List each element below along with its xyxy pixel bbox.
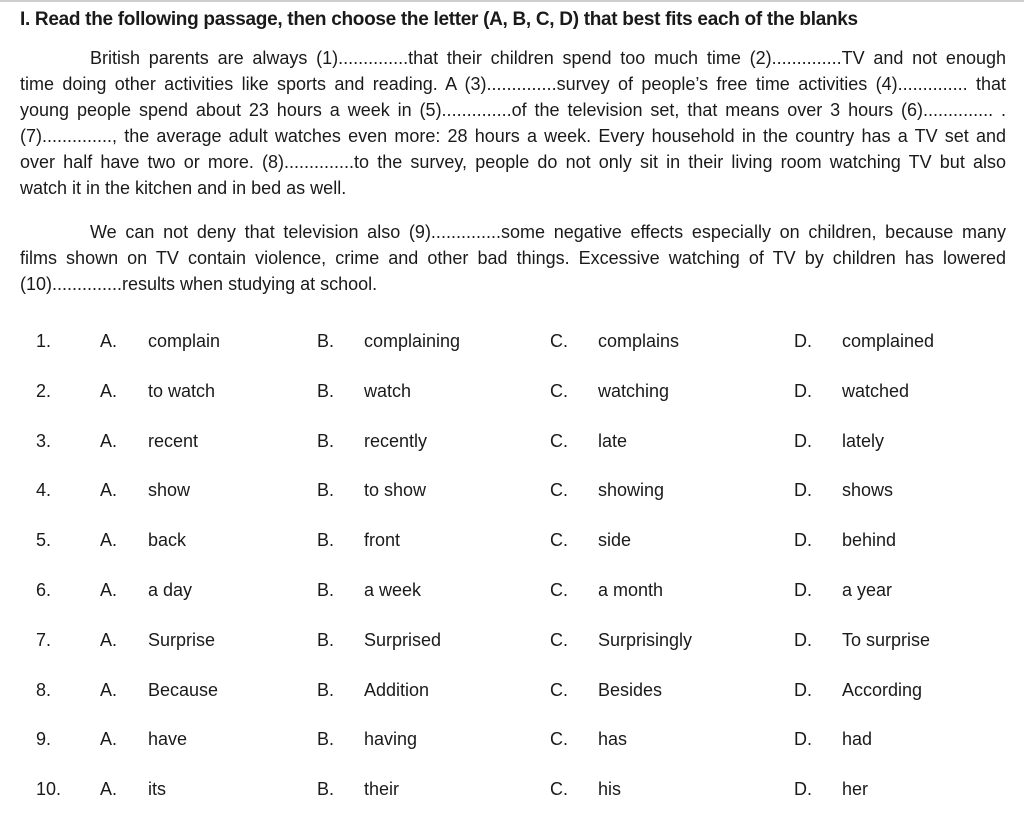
passage-paragraph-2 <box>20 219 1006 297</box>
passage-line: time doing other activities like sports and reading. A (3)..............survey of people’s free time activities (4).............. that <box>20 74 1006 94</box>
passage-line: We can not deny that television also (9)..............some negative effects especially on children, because many <box>90 222 1006 242</box>
option-letter-c: C. <box>550 380 568 401</box>
option-d: had <box>842 729 873 750</box>
option-letter-d: D. <box>794 779 812 800</box>
option-letter-a: A. <box>100 679 118 700</box>
option-letter-c: C. <box>550 679 568 700</box>
option-c: his <box>598 779 622 800</box>
top-divider <box>0 0 1024 2</box>
passage-line: (7).............., the average adult watches even more: 28 hours a week. Every household in the country has a TV set and <box>20 126 1006 146</box>
option-letter-a: A. <box>100 380 118 401</box>
option-a: back <box>148 530 187 551</box>
question-number: 9. <box>36 729 52 750</box>
passage-line: British parents are always (1)..............that their children spend too much time (2)..............TV and not enough <box>90 48 1006 68</box>
question-row-9 <box>0 729 1024 779</box>
option-a: recent <box>148 430 199 451</box>
option-letter-a: A. <box>100 629 118 650</box>
option-c: complains <box>598 331 680 351</box>
option-b: watch <box>364 380 412 401</box>
option-a: to watch <box>148 380 216 401</box>
option-letter-c: C. <box>550 779 568 800</box>
option-letter-b: B. <box>317 729 335 750</box>
option-b: front <box>364 530 401 551</box>
option-c: showing <box>598 480 665 501</box>
option-letter-c: C. <box>550 579 568 600</box>
question-number: 4. <box>36 480 52 501</box>
option-letter-d: D. <box>794 331 812 351</box>
question-number: 5. <box>36 530 52 551</box>
option-letter-b: B. <box>317 331 335 351</box>
option-a: have <box>148 729 188 750</box>
option-c: has <box>598 729 628 750</box>
option-a: complain <box>148 331 221 351</box>
passage-line: young people spend about 23 hours a week in (5)..............of the television set, that means over 3 hours (6).............. . <box>20 100 1006 120</box>
option-c: a month <box>598 579 664 600</box>
option-letter-a: A. <box>100 480 118 501</box>
question-row-6 <box>0 580 1024 630</box>
question-row-4 <box>0 480 1024 530</box>
option-a: Because <box>148 679 219 700</box>
option-letter-b: B. <box>317 430 335 451</box>
option-d: behind <box>842 530 897 551</box>
option-letter-d: D. <box>794 579 812 600</box>
option-b: Surprised <box>364 629 442 650</box>
question-number: 10. <box>36 779 62 800</box>
option-letter-c: C. <box>550 729 568 750</box>
option-letter-a: A. <box>100 779 118 800</box>
option-d: complained <box>842 331 935 351</box>
question-row-1 <box>0 331 1024 381</box>
option-b: having <box>364 729 418 750</box>
option-c: watching <box>598 380 670 401</box>
option-letter-a: A. <box>100 579 118 600</box>
option-letter-b: B. <box>317 380 335 401</box>
passage-line: over half have two or more. (8)..............to the survey, people do not only sit in their living room watching TV but also <box>20 152 1006 172</box>
option-letter-c: C. <box>550 629 568 650</box>
option-d: a year <box>842 579 893 600</box>
question-number: 8. <box>36 679 52 700</box>
option-d: To surprise <box>842 629 931 650</box>
option-a: a day <box>148 579 193 600</box>
option-a: its <box>148 779 166 800</box>
option-letter-c: C. <box>550 480 568 501</box>
option-b: a week <box>364 579 422 600</box>
passage-paragraph-1 <box>20 45 1006 201</box>
option-letter-d: D. <box>794 380 812 401</box>
option-a: show <box>148 480 191 501</box>
option-c: Surprisingly <box>598 629 693 650</box>
option-letter-a: A. <box>100 430 118 451</box>
option-letter-d: D. <box>794 629 812 650</box>
option-letter-b: B. <box>317 779 335 800</box>
option-letter-c: C. <box>550 430 568 451</box>
option-d: According <box>842 679 923 700</box>
question-number: 1. <box>36 331 52 351</box>
option-letter-b: B. <box>317 480 335 501</box>
question-row-8 <box>0 680 1024 730</box>
option-b: to show <box>364 480 427 501</box>
question-row-7 <box>0 630 1024 680</box>
option-letter-d: D. <box>794 430 812 451</box>
passage-line: watch it in the kitchen and in bed as well. <box>20 178 347 198</box>
option-a: Surprise <box>148 629 216 650</box>
option-b: their <box>364 779 400 800</box>
option-letter-b: B. <box>317 629 335 650</box>
question-row-10 <box>0 779 1024 829</box>
option-letter-d: D. <box>794 480 812 501</box>
passage-line: films shown on TV contain violence, crime and other bad things. Excessive watching of TV by children has lowered <box>20 248 1006 268</box>
option-letter-a: A. <box>100 331 118 351</box>
option-letter-a: A. <box>100 530 118 551</box>
option-letter-c: C. <box>550 331 568 351</box>
option-letter-c: C. <box>550 530 568 551</box>
question-number: 2. <box>36 380 52 401</box>
question-row-5 <box>0 530 1024 580</box>
option-d: watched <box>842 380 910 401</box>
question-row-2 <box>0 381 1024 431</box>
answer-options-table <box>0 331 1024 829</box>
option-letter-b: B. <box>317 579 335 600</box>
question-row-3 <box>0 431 1024 481</box>
option-b: recently <box>364 430 428 451</box>
option-b: complaining <box>364 331 461 351</box>
option-letter-a: A. <box>100 729 118 750</box>
option-c: side <box>598 530 632 551</box>
option-c: Besides <box>598 679 663 700</box>
exercise-title: I. Read the following passage, then choose the letter (A, B, C, D) that best fits each of the blanks <box>20 9 858 30</box>
question-number: 7. <box>36 629 52 650</box>
option-d: lately <box>842 430 885 451</box>
option-d: her <box>842 779 869 800</box>
option-b: Addition <box>364 679 430 700</box>
option-d: shows <box>842 480 894 501</box>
option-c: late <box>598 430 628 451</box>
option-letter-b: B. <box>317 679 335 700</box>
passage-line: (10)..............results when studying at school. <box>20 274 378 294</box>
option-letter-d: D. <box>794 530 812 551</box>
option-letter-b: B. <box>317 530 335 551</box>
option-letter-d: D. <box>794 679 812 700</box>
question-number: 6. <box>36 579 52 600</box>
question-number: 3. <box>36 430 52 451</box>
option-letter-d: D. <box>794 729 812 750</box>
